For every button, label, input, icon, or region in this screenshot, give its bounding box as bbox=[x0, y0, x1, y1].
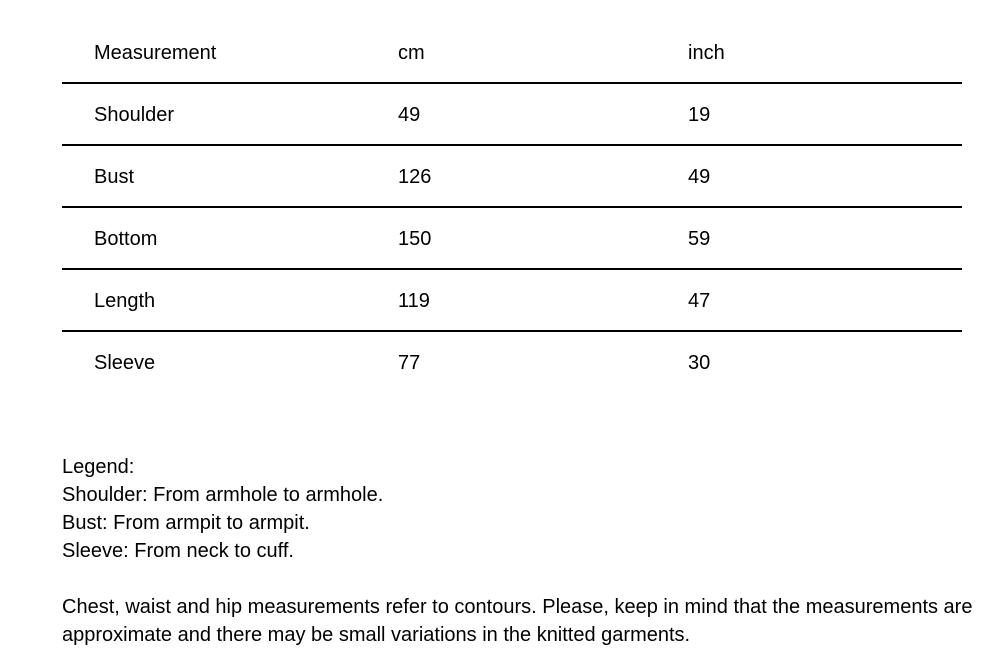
measurement-name: Bottom bbox=[94, 228, 158, 250]
legend-item: Sleeve: From neck to cuff. bbox=[62, 540, 294, 562]
table-row bbox=[62, 208, 962, 270]
legend-title: Legend: bbox=[62, 456, 135, 478]
measurement-name: Shoulder bbox=[94, 104, 175, 126]
measurement-name: Bust bbox=[94, 166, 135, 188]
table-row bbox=[62, 332, 962, 394]
legend-item: Shoulder: From armhole to armhole. bbox=[62, 484, 384, 506]
table-row bbox=[62, 84, 962, 146]
table-row bbox=[62, 270, 962, 332]
legend bbox=[62, 453, 982, 565]
table-header-row bbox=[62, 22, 962, 84]
value-inch: 30 bbox=[688, 352, 711, 374]
column-header-inch: inch bbox=[688, 42, 725, 64]
value-inch: 49 bbox=[688, 166, 711, 188]
value-cm: 49 bbox=[398, 104, 421, 126]
size-table bbox=[62, 22, 962, 394]
table-row bbox=[62, 146, 962, 208]
measurement-note: Chest, waist and hip measurements refer to contours. Please, keep in mind that the measurements are approximate and there may be small variations in the knitted garments. bbox=[62, 596, 973, 646]
value-cm: 119 bbox=[398, 290, 430, 312]
measurement-name: Sleeve bbox=[94, 352, 156, 374]
value-inch: 47 bbox=[688, 290, 711, 312]
value-inch: 19 bbox=[688, 104, 711, 126]
legend-item: Bust: From armpit to armpit. bbox=[62, 512, 310, 534]
measurement-name: Length bbox=[94, 290, 156, 312]
column-header-measurement: Measurement bbox=[94, 42, 217, 64]
value-cm: 150 bbox=[398, 228, 432, 250]
value-cm: 77 bbox=[398, 352, 421, 374]
value-cm: 126 bbox=[398, 166, 432, 188]
value-inch: 59 bbox=[688, 228, 711, 250]
column-header-cm: cm bbox=[398, 42, 425, 64]
